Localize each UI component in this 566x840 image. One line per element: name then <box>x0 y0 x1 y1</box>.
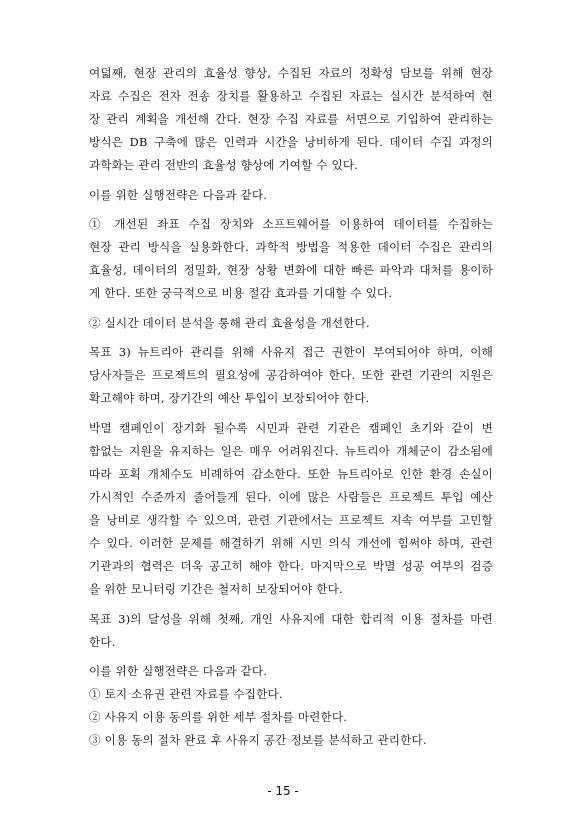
text-line: 목표 3) 뉴트리아 관리를 위해 사유지 접근 권한이 부여되어야 하며, 이해 <box>89 345 493 359</box>
text-line: 현장 관리 방식을 실용화한다. 과학적 방법을 적용한 데이터 수집은 관리의 <box>89 240 493 254</box>
text-line: 을 위한 모니터링 기간은 철저히 보장되어야 한다. <box>89 582 343 596</box>
text-line: 가시적인 수준까지 줄어들게 된다. 이에 많은 사람들은 프로젝트 투입 예산 <box>89 490 493 504</box>
text-line: 여덟째, 현장 관리의 효율성 향상, 수집된 자료의 정확성 담보를 위해 현장 <box>89 66 493 80</box>
text-line: 을 낭비로 생각할 수 있으며, 관련 기관에서는 프로젝트 지속 여부를 고민할 <box>89 513 493 527</box>
text-line: 목표 3)의 달성을 위해 첫째, 개인 사유지에 대한 합리적 이용 절차를 마련 <box>89 612 493 626</box>
text-line: 과학화는 관리 전반의 효율성 향상에 기여할 수 있다. <box>89 158 359 172</box>
text-line: 자료 수집은 전자 전송 장치를 활용하고 수집된 자료는 실시간 분석하여 현 <box>89 89 493 103</box>
text-line: 게 한다. 또한 궁극적으로 비용 절감 효과를 기대할 수 있다. <box>89 286 393 300</box>
text-line: 효율성, 데이터의 정밀화, 현장 상황 변화에 대한 빠른 파악과 대처를 용이하 <box>89 263 493 277</box>
text-line: 당사자들은 프로젝트의 필요성에 공감하여야 한다. 또한 관련 기관의 지원은 <box>89 368 493 382</box>
text-line: 따라 포획 개체수도 비례하여 감소한다. 또한 뉴트리아로 인한 환경 손실이 <box>89 467 493 481</box>
text-line: 장 관리 계획을 개선해 간다. 현장 수집 자료를 서면으로 기입하여 관리하는 <box>89 112 493 126</box>
text-line: ② 실시간 데이터 분석을 통해 관리 효율성을 개선한다. <box>89 316 370 330</box>
text-line: ① 개선된 좌표 수집 장치와 소프트웨어를 이용하여 데이터를 수집하는 <box>89 217 493 231</box>
text-line: 함없는 지원을 유지하는 일은 매우 어려워진다. 뉴트리아 개체군이 감소됨에 <box>89 444 493 458</box>
text-line: 확고해야 하며, 장기간의 예산 투입이 보장되어야 한다. <box>89 391 370 405</box>
text-line: 한다. <box>89 635 116 649</box>
text-line: 기관과의 협력은 더욱 공고히 해야 한다. 마지막으로 박멸 성공 여부의 검증 <box>89 559 493 573</box>
text-line: 방식은 DB 구축에 많은 인력과 시간을 낭비하게 된다. 데이터 수집 과정의 <box>89 135 493 149</box>
text-line: 이를 위한 실행전략은 다음과 같다. <box>89 188 268 202</box>
page-number: - 15 - <box>267 784 299 798</box>
text-line: 이를 위한 실행전략은 다음과 같다. <box>89 664 268 678</box>
text-line: ① 토지 소유권 관련 자료를 수집한다. <box>89 687 283 701</box>
text-line: ③ 이용 동의 절차 완료 후 사유지 공간 정보를 분석하고 관리한다. <box>89 733 427 747</box>
text-line: ② 사유지 이용 동의를 위한 세부 절차를 마련한다. <box>89 710 348 724</box>
text-line: 수 있다. 이러한 문제를 해결하기 위해 시민 의식 개선에 힘써야 하며, 관련 <box>89 536 493 550</box>
text-line: 박멸 캠페인이 장기화 될수록 시민과 관련 기관은 캠페인 초기와 같이 변 <box>89 421 493 435</box>
